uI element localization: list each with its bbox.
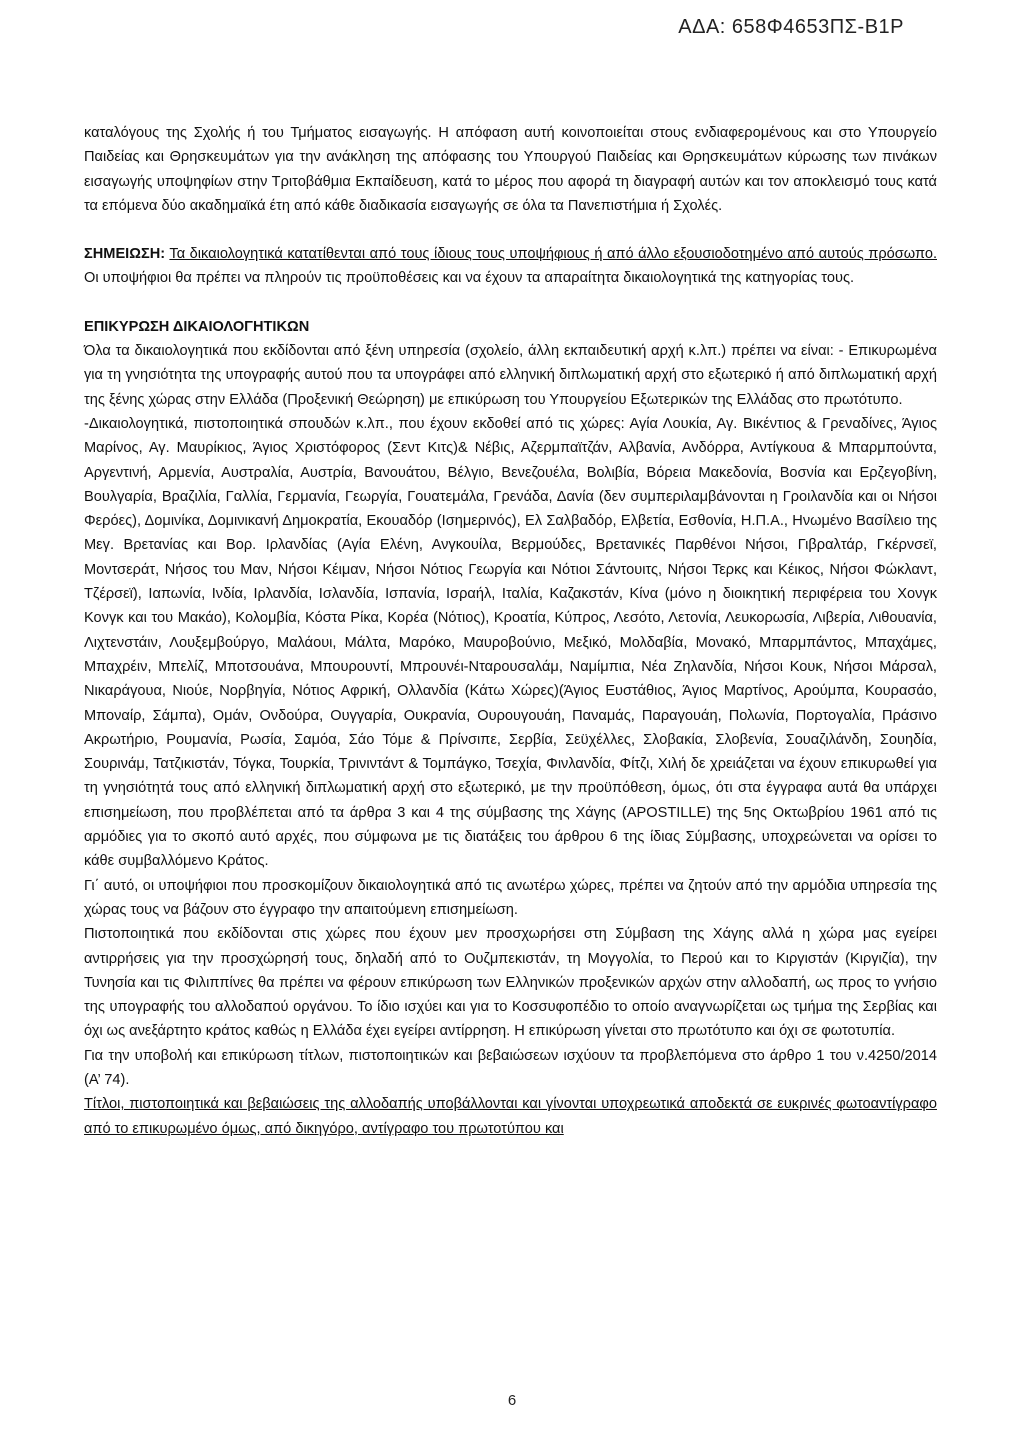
paragraph-foreign-documents: Όλα τα δικαιολογητικά που εκδίδονται από ξένη υπηρεσία (σχολείο, άλλη εκπαιδευτική αρχή κ.λπ.) πρέπει να είναι: - Επικυρωμένα για τη γνησιότητα της υπογραφής αυτού που τα υπογράφει από ελληνική διπλωματική αρχή στο εξωτερικό ή από διπλωματική αρχή της ξένης χώρας στην Ελλάδα (Προξενική Θεώρηση) με επικύρωση του Υπουργείου Εξωτερικών της Ελλάδας στο πρωτότυπο. [84, 343, 937, 408]
note-label: ΣΗΜΕΙΩΣΗ: [84, 246, 166, 263]
paragraph-decision-notification: καταλόγους της Σχολής ή του Τμήματος εισαγωγής. Η απόφαση αυτή κοινοποιείται στους ενδιαφερομένους και στο Υπουργείο Παιδείας και Θρησκευμάτων για την ανάκληση της απόφασης του Υπουργού Παιδείας και Θρησκευμάτων κύρωσης των πινάκων εισαγωγής υποψηφίων στην Τριτοβάθμια Εκπαίδευση, κατά το μέρος που αφορά τη διαγραφή αυτών και τον αποκλεισμό τους κατά τα επόμενα δύο ακαδημαϊκά έτη από κάθε διαδικασία εισαγωγής σε όλα τα Πανεπιστήμια ή Σχολές. [84, 125, 937, 214]
page-number: 6 [507, 1392, 517, 1409]
spacer [84, 291, 937, 315]
note-paragraph [84, 242, 937, 291]
paragraph-law-reference: Για την υποβολή και επικύρωση τίτλων, πιστοποιητικών και βεβαιώσεων ισχύουν τα προβλεπόμενα στο άρθρο 1 του ν.4250/2014 (Α’ 74). [84, 1047, 937, 1088]
spacer [84, 218, 937, 242]
note-rest-text: Οι υποψήφιοι θα πρέπει να πληρούν τις προϋποθέσεις και να έχουν τα απαραίτητα δικαιολογητικά της κατηγορίας τους. [84, 270, 855, 287]
paragraph-copies [84, 1092, 937, 1141]
paragraph-apostille-countries: -Δικαιολογητικά, πιστοποιητικά σπουδών κ.λπ., που έχουν εκδοθεί από τις χώρες: Αγία Λουκία, Αγ. Βικέντιος & Γρεναδίνες, Άγιος Μαρίνος, Αγ. Μαυρίκιος, Άγιος Χριστόφορος (Σεντ Κιτς)& Νέβις, Αζερμπαϊτζάν, Αλβανία, Ανδόρρα, Αντίγκουα & Μπαρμπούντα, Αργεντινή, Αρμενία, Αυστραλία, Αυστρία, Βανουάτου, Βέλγιο, Βενεζουέλα, Βολιβία, Βόρεια Μακεδονία, Βοσνία και Ερζεγοβίνη, Βουλγαρία, Βραζιλία, Γαλλία, Γερμανία, Γεωργία, Γουατεμάλα, Γρενάδα, Δανία (δεν συμπεριλαμβάνονται η Γροιλανδία και οι Νήσοι Φερόες), Δομινίκα, Δομινικανή Δημοκρατία, Εκουαδόρ (Ισημερινός), Ελ Σαλβαδόρ, Ελβετία, Εσθονία, Η.Π.Α., Ηνωμένο Βασίλειο της Μεγ. Βρετανίας και Βορ. Ιρλανδίας (Αγία Ελένη, Ανγκουίλα, Βερμούδες, Βρετανικές Παρθένοι Νήσοι, Γιβραλτάρ, Γκέρνσεϊ, Μοντσεράτ, Νήσος του Μαν, Νήσοι Κέιμαν, Νήσοι Νότιος Γεωργία και Νότιοι Σάντουιτς, Νήσοι Τερκς και Κέικος, Νήσοι Φώκλαντ, Τζέρσεϊ), Ιαπωνία, Ινδία, Ιρλανδία, Ισλανδία, Ισπανία, Ισραήλ, Ιταλία, Καζακστάν, Κίνα (μόνο η διοικητική περιφέρεια του Χονγκ Κονγκ και του Μακάο), Κολομβία, Κόστα Ρίκα, Κορέα (Νότιος), Κροατία, Κύπρος, Λεσότο, Λετονία, Λευκορωσία, Λιβερία, Λιθουανία, Λιχτενστάιν, Λουξεμβούργο, Μαλάουι, Μάλτα, Μαρόκο, Μαυροβούνιο, Μεξικό, Μολδαβία, Μονακό, Μπαρμπάντος, Μπαχάμες, Μπαχρέιν, Μπελίζ, Μποτσουάνα, Μπουρουντί, Μπρουνέι-Νταρουσαλάμ, Ναμίμπια, Νέα Ζηλανδία, Νήσοι Κουκ, Νήσοι Μάρσαλ, Νικαράγουα, Νιούε, Νορβηγία, Νότιος Αφρική, Ολλανδία (Κάτω Χώρες)(Άγιος Ευστάθιος, Άγιος Μαρτίνος, Αρούμπα, Κουρασάο, Μποναίρ, Σάμπα), Ομάν, Ονδούρα, Ουγγαρία, Ουκρανία, Ουρουγουάη, Παναμάς, Παραγουάη, Πολωνία, Πορτογαλία, Πράσινο Ακρωτήριο, Ρουμανία, Ρωσία, Σαμόα, Σάο Τόμε & Πρίνσιπε, Σερβία, Σεϋχέλλες, Σλοβακία, Σλοβενία, Σουαζιλάνδη, Σουηδία, Σουρινάμ, Τατζικιστάν, Τόγκα, Τουρκία, Τρινιντάντ & Τομπάγκο, Τσεχία, Φινλανδία, Φίτζι, Χιλή δε χρειάζεται να έχουν επικυρωθεί για τη γνησιότητά τους από ελληνική διπλωματική αρχή στο εξωτερικό, με την προϋπόθεση, όμως, ότι στα έγγραφα αυτά θα υπάρχει επισημείωση, που προβλέπεται από τα άρθρα 3 και 4 της σύμβασης της Χάγης (APOSTILLE) της 5ης Οκτωβρίου 1961 από τις αρμόδιες για το σκοπό αυτό αρχές, που σύμφωνα με τις διατάξεις του άρθρου 6 της ίδιας Σύμβασης, υποχρεώνεται να ορίσει το κάθε συμβαλλόμενο Κράτος. [84, 415, 937, 870]
paragraph-objection-countries: Πιστοποιητικά που εκδίδονται στις χώρες που έχουν μεν προσχωρήσει στη Σύμβαση της Χάγης αλλά η χώρα μας εγείρει αντιρρήσεις για την προσχώρησή τους, δηλαδή από το Ουζμπεκιστάν, τη Μογγολία, το Περού και το Κιργιστάν (Κιργιζία), την Τυνησία και τις Φιλιππίνες θα πρέπει να φέρουν επικύρωση των Ελληνικών προξενικών αρχών στην αλλοδαπή, ως προς το γνήσιο της υπογραφής του αλλοδαπού οργάνου. Το ίδιο ισχύει και για το Κοσσυφοπέδιο το οποίο αναγνωρίζεται ως τμήμα της Σερβίας και όχι ως ανεξάρτητο κράτος καθώς η Ελλάδα έχει εγείρει αντίρρηση. Η επικύρωση γίνεται στο πρωτότυπο και όχι σε φωτοτυπία. [84, 926, 937, 1040]
paragraph-request-apostille: Γι΄ αυτό, οι υποψήφιοι που προσκομίζουν δικαιολογητικά από τις ανωτέρω χώρες, πρέπει να ζητούν από την αρμόδια υπηρεσία της χώρας τους να βάζουν στο έγγραφο την απαιτούμενη επισημείωση. [84, 877, 937, 918]
note-underlined-text: Τα δικαιολογητικά κατατίθενται από τους ίδιους τους υποψήφιους ή από άλλο εξουσιοδοτημένο από αυτούς πρόσωπο. [169, 246, 937, 263]
ada-code: ΑΔΑ: 658Φ4653ΠΣ-Β1Ρ [678, 16, 904, 38]
document-body [84, 121, 937, 1141]
section-title: ΕΠΙΚΥΡΩΣΗ ΔΙΚΑΙΟΛΟΓΗΤΙΚΩΝ [84, 318, 310, 335]
copies-underlined-text: Τίτλοι, πιστοποιητικά και βεβαιώσεις της αλλοδαπής υποβάλλονται και γίνονται υποχρεωτικά αποδεκτά σε ευκρινές φωτοαντίγραφο από το επικυρωμένο όμως, από δικηγόρο, αντίγραφο του πρωτοτύπου και [84, 1096, 937, 1137]
